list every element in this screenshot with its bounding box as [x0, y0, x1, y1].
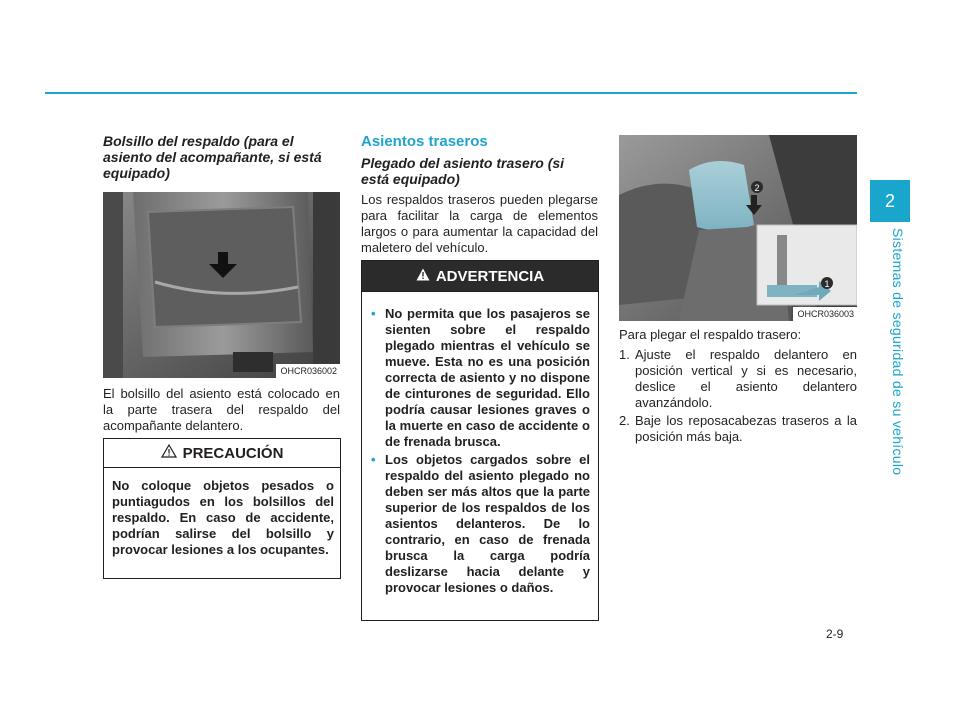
- rear-seats-heading: Asientos traseros: [361, 133, 488, 150]
- warning-item-text: Los objetos cargados sobre el respaldo del asiento plegado no deben ser más altos que la parte superior de los respaldos de los asientos delanteros. De lo contrario, en caso de frenada brusca la carga podría deslizarse hacia delante y provocar lesiones o daños.: [385, 452, 590, 595]
- page-number: 2-9: [826, 627, 844, 641]
- chapter-tab: 2: [870, 180, 910, 222]
- warning-title: ADVERTENCIA: [435, 267, 545, 285]
- warning-header: [362, 261, 598, 292]
- folding-subheading: Plegado del asiento trasero (si está equipado): [361, 155, 565, 187]
- fold-intro: Para plegar el respaldo trasero:: [619, 327, 802, 342]
- top-rule: [45, 92, 857, 94]
- chapter-side-title: [876, 228, 906, 478]
- step-text: Baje los reposacabezas traseros a la posición más baja.: [635, 413, 857, 444]
- rear-seat-photo: [619, 135, 857, 321]
- warning-box: [361, 260, 599, 621]
- image-code-label: OHCR036002: [276, 364, 340, 378]
- caution-title: PRECAUCIÓN: [182, 444, 284, 462]
- chapter-title: Sistemas de seguridad de su vehículo: [890, 228, 906, 476]
- seatback-illustration: [103, 192, 340, 378]
- warning-item-text: No permita que los pasajeros se sienten sobre el respaldo plegado mientras el vehículo se mueve. Esta no es una posición correcta de asiento y no dispone de cinturones de seguridad. Ello podría causar lesiones graves o la muerte en caso de accidente o de frenada brusca.: [385, 306, 590, 449]
- seatback-pocket-photo: [103, 192, 340, 378]
- step-text: Ajuste el respaldo delantero en posición vertical y si es necesario, deslice el asiento delantero avanzándolo.: [635, 347, 857, 410]
- warning-triangle-icon: [416, 268, 430, 285]
- pocket-heading: Bolsillo del respaldo (para el asiento del acompañante, si está equipado): [103, 133, 322, 181]
- bullet-icon: •: [371, 452, 376, 467]
- caution-header: [104, 439, 340, 468]
- step-item: [619, 347, 857, 411]
- caution-triangle-icon: [161, 444, 177, 462]
- step-number: 1.: [619, 347, 630, 362]
- warning-body: [362, 292, 598, 596]
- caution-box: [103, 438, 341, 579]
- pocket-description: El bolsillo del asiento está colocado en la parte trasera del respaldo del acompañante delantero.: [103, 386, 340, 433]
- callout-2-label: 2: [754, 183, 760, 193]
- step-number: 2.: [619, 413, 630, 428]
- step-item: [619, 413, 857, 445]
- warning-item: [371, 452, 590, 596]
- caution-text: No coloque objetos pesados o puntiagudos en los bolsillos del respaldo. En caso de accidente, podrían salirse del bolsillo y provocar lesiones a los ocupantes.: [112, 478, 334, 557]
- warning-item: [371, 306, 590, 450]
- folding-description: Los respaldos traseros pueden plegarse para facilitar la carga de elementos largos o para aumentar la capacidad del maletero del vehículo.: [361, 192, 598, 255]
- fold-steps: [619, 347, 857, 445]
- image-code-label: OHCR036003: [793, 307, 857, 321]
- callout-1-label: 1: [824, 279, 830, 289]
- bullet-icon: •: [371, 306, 376, 321]
- rear-seat-illustration: [619, 135, 857, 321]
